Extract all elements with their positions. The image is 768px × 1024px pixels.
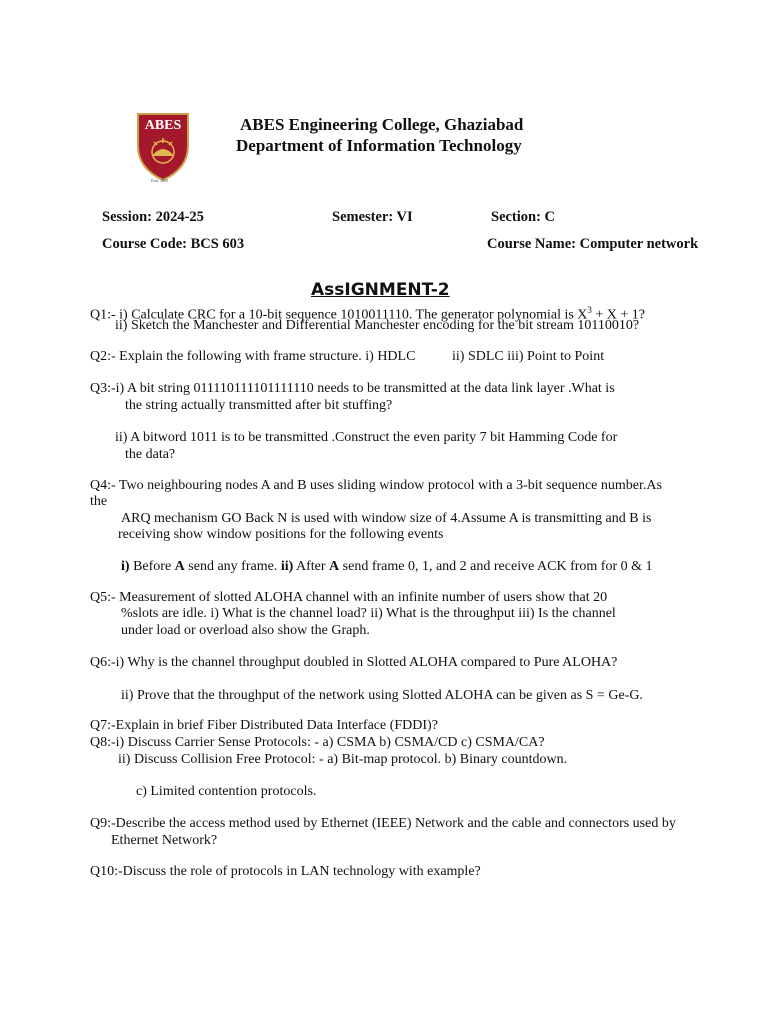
department-name: Department of Information Technology: [236, 136, 522, 155]
q4-part-1-wrap: the: [90, 494, 108, 509]
q9-part-1: Q9:-Describe the access method used by Ethernet (IEEE) Network and the cable and connectors used by: [90, 816, 676, 831]
q6-part-2: ii) Prove that the throughput of the network using Slotted ALOHA can be given as S = Ge-G.: [121, 688, 643, 703]
logo-text: ABES: [144, 118, 182, 133]
q4-events: i) Before A send any frame. ii) After A send frame 0, 1, and 2 and receive ACK from for 0 & 1: [121, 559, 653, 574]
q9-part-2: Ethernet Network?: [111, 833, 218, 848]
q10: Q10:-Discuss the role of protocols in LAN technology with example?: [90, 864, 481, 879]
college-name: ABES Engineering College, Ghaziabad: [240, 115, 524, 134]
q5-part-2: %slots are idle. i) What is the channel load? ii) What is the throughput iii) Is the channel: [121, 606, 616, 621]
course-code: Course Code: BCS 603: [102, 236, 245, 252]
q7: Q7:-Explain in brief Fiber Distributed Data Interface (FDDI)?: [90, 718, 438, 733]
q3-part-2: ii) A bitword 1011 is to be transmitted .Construct the even parity 7 bit Hamming Code for: [115, 430, 618, 445]
q6-part-1: Q6:-i) Why is the channel throughput doubled in Slotted ALOHA compared to Pure ALOHA?: [90, 655, 618, 670]
college-logo: [136, 112, 190, 184]
q1-part-2: ii) Sketch the Manchester and Differential Manchester encoding for the bit stream 10110010?: [115, 318, 640, 333]
q2-options: ii) SDLC iii) Point to Point: [452, 349, 605, 364]
q3-part-1-cont: the string actually transmitted after bit stuffing?: [125, 398, 393, 413]
q4-part-2-cont: receiving show window positions for the following events: [118, 527, 444, 542]
q5-part-1: Q5:- Measurement of slotted ALOHA channel with an infinite number of users show that 20: [90, 590, 608, 605]
q2: Q2:- Explain the following with frame structure. i) HDLC: [90, 349, 416, 364]
q8-part-3: c) Limited contention protocols.: [136, 784, 317, 799]
q5-part-3: under load or overload also show the Graph.: [121, 623, 370, 638]
course-name: Course Name: Computer network: [487, 236, 699, 252]
q8-part-2: ii) Discuss Collision Free Protocol: - a) Bit-map protocol. b) Binary countdown.: [118, 752, 568, 767]
q8-part-1: Q8:-i) Discuss Carrier Sense Protocols: - a) CSMA b) CSMA/CD c) CSMA/CA?: [90, 735, 545, 750]
q4-part-2: ARQ mechanism GO Back N is used with window size of 4.Assume A is transmitting and B is: [121, 511, 652, 526]
q3-part-2-cont: the data?: [125, 447, 176, 462]
q3-part-1: Q3:-i) A bit string 011110111101111110 needs to be transmitted at the data link layer .What is: [90, 381, 615, 396]
q1-part-1: Q1:- i) Calculate CRC for a 10-bit sequence 1010011110. The generator polynomial is $X^3 + X + 1$?: [90, 305, 646, 323]
section: Section: C: [491, 209, 556, 225]
semester: Semester: VI: [332, 209, 413, 225]
q4-part-1: Q4:- Two neighbouring nodes A and B uses sliding window protocol with a 3-bit sequence number.As: [90, 478, 662, 493]
session: Session: 2024-25: [102, 209, 204, 225]
assignment-title: AssIGNMENT-2: [311, 280, 450, 300]
logo-est: Estd. 2000: [151, 178, 169, 183]
